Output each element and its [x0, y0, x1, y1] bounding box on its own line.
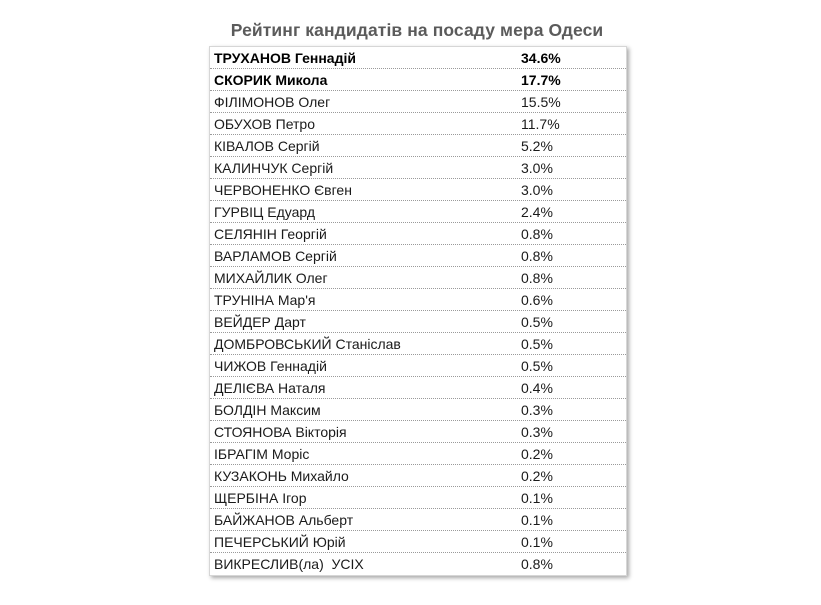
candidate-name: ФІЛІМОНОВ Олег — [214, 94, 331, 110]
table-row — [210, 333, 626, 355]
candidate-name: ГУРВІЦ Едуард — [214, 204, 316, 220]
candidate-name: КУЗАКОНЬ Михайло — [214, 468, 349, 484]
candidate-percentage: 0.1% — [521, 534, 553, 550]
table-row — [210, 289, 626, 311]
candidate-percentage: 5.2% — [521, 138, 553, 154]
candidate-percentage: 15.5% — [521, 94, 561, 110]
candidate-name: ЩЕРБІНА Ігор — [214, 490, 307, 506]
candidate-percentage: 0.1% — [521, 490, 553, 506]
table-row — [210, 201, 626, 223]
candidate-name: ПЕЧЕРСЬКИЙ Юрій — [214, 534, 346, 550]
candidate-name: ТРУНІНА Мар'я — [214, 292, 316, 308]
candidate-name: ВАРЛАМОВ Сергій — [214, 248, 337, 264]
table-row — [210, 377, 626, 399]
candidate-name: БАЙЖАНОВ Альберт — [214, 512, 354, 528]
candidate-percentage: 0.5% — [521, 314, 553, 330]
candidate-percentage: 0.5% — [521, 358, 553, 374]
table-row — [210, 113, 626, 135]
table-row — [210, 135, 626, 157]
candidate-rating-table — [209, 46, 627, 576]
candidate-name: КІВАЛОВ Сергій — [214, 138, 320, 154]
table-row — [210, 443, 626, 465]
candidate-name: ТРУХАНОВ Геннадій — [214, 50, 356, 66]
candidate-name: ОБУХОВ Петро — [214, 116, 316, 132]
table-row — [210, 311, 626, 333]
candidate-name: КАЛИНЧУК Сергій — [214, 160, 334, 176]
candidate-percentage: 0.8% — [521, 226, 553, 242]
candidate-percentage: 0.3% — [521, 402, 553, 418]
table-row — [210, 509, 626, 531]
candidate-percentage: 17.7% — [521, 72, 561, 88]
table-row — [210, 487, 626, 509]
table-row — [210, 69, 626, 91]
candidate-name: ЧЕРВОНЕНКО Євген — [214, 182, 352, 198]
table-row — [210, 157, 626, 179]
candidate-percentage: 2.4% — [521, 204, 553, 220]
candidate-percentage: 0.3% — [521, 424, 553, 440]
candidate-name: БОЛДІН Максим — [214, 402, 321, 418]
candidate-name: ДЕЛІЄВА Наталя — [214, 380, 326, 396]
table-row — [210, 47, 626, 69]
table-row — [210, 531, 626, 553]
candidate-name: МИХАЙЛИК Олег — [214, 270, 328, 286]
candidate-percentage: 0.6% — [521, 292, 553, 308]
table-row — [210, 267, 626, 289]
candidate-name: ЧИЖОВ Геннадій — [214, 358, 327, 374]
table-row — [210, 355, 626, 377]
candidate-name: СЕЛЯНІН Георгій — [214, 226, 327, 242]
table-row — [210, 399, 626, 421]
candidate-percentage: 0.1% — [521, 512, 553, 528]
candidate-name: ДОМБРОВСЬКИЙ Станіслав — [214, 336, 401, 352]
candidate-percentage: 0.8% — [521, 270, 553, 286]
candidate-percentage: 0.5% — [521, 336, 553, 352]
candidate-percentage: 0.8% — [521, 556, 553, 572]
table-row — [210, 553, 626, 575]
table-row — [210, 223, 626, 245]
candidate-percentage: 34.6% — [521, 50, 561, 66]
table-row — [210, 91, 626, 113]
candidate-name: СТОЯНОВА Вікторія — [214, 424, 347, 440]
candidate-percentage: 0.2% — [521, 446, 553, 462]
candidate-name: ВИКРЕСЛИВ(ла) УСІХ — [214, 556, 364, 572]
table-row — [210, 421, 626, 443]
candidate-percentage: 3.0% — [521, 160, 553, 176]
table-row — [210, 465, 626, 487]
candidate-percentage: 0.2% — [521, 468, 553, 484]
table-row — [210, 245, 626, 267]
candidate-name: ВЕЙДЕР Дарт — [214, 314, 306, 330]
candidate-percentage: 3.0% — [521, 182, 553, 198]
table-row — [210, 179, 626, 201]
candidate-name: СКОРИК Микола — [214, 72, 328, 88]
candidate-percentage: 0.4% — [521, 380, 553, 396]
candidate-percentage: 0.8% — [521, 248, 553, 264]
candidate-name: ІБРАГІМ Моріс — [214, 446, 310, 462]
table-title: Рейтинг кандидатів на посаду мера Одеси — [230, 20, 604, 40]
candidate-percentage: 11.7% — [521, 116, 560, 132]
